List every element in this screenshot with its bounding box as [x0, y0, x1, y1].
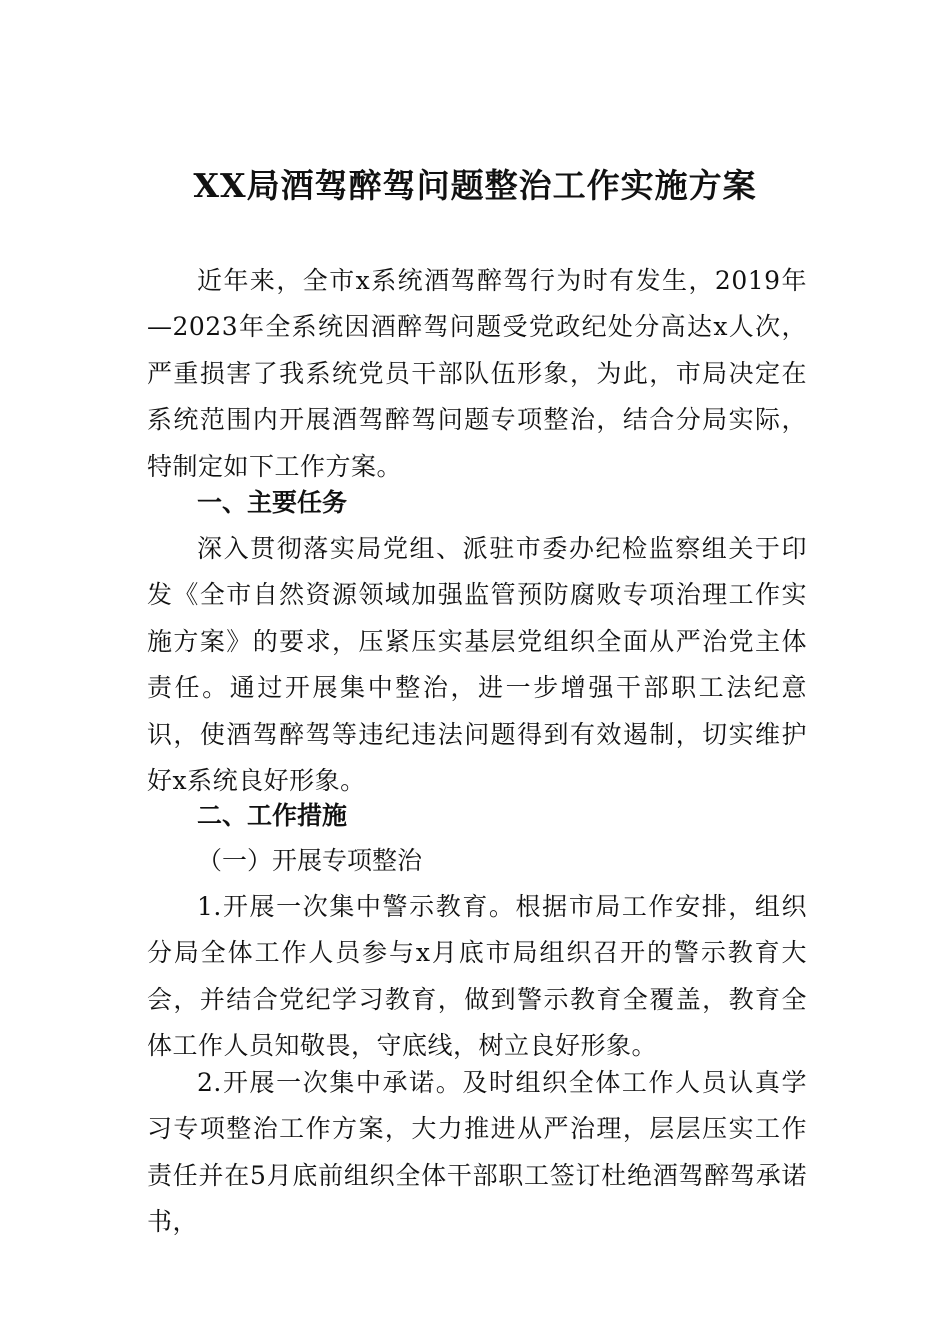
- item-collective-pledge: 2.开展一次集中承诺。及时组织全体工作人员认真学习专项整治工作方案，大力推进从严治理，层层压实工作责任并在5月底前组织全体干部职工签订杜绝酒驾醉驾承诺书，: [147, 1068, 807, 1237]
- section-heading-measures: 二、工作措施: [197, 801, 348, 830]
- main-tasks-paragraph: 深入贯彻落实局党组、派驻市委办纪检监察组关于印发《全市自然资源领域加强监管预防腐败专项治理工作实施方案》的要求，压紧压实基层党组织全面从严治党主体责任。通过开展集中整治，进一步增强干部职工法纪意识，使酒驾醉驾等违纪违法问题得到有效遏制，切实维护好x系统良好形象。: [147, 534, 807, 796]
- section-heading-main-tasks: 一、主要任务: [197, 488, 348, 517]
- intro-paragraph: 近年来，全市x系统酒驾醉驾行为时有发生，2019年—2023年全系统因酒醉驾问题受党政纪处分高达x人次，严重损害了我系统党员干部队伍形象，为此，市局决定在系统范围内开展酒驾醉驾问题专项整治，结合分局实际，特制定如下工作方案。: [147, 266, 807, 481]
- document-title: XX局酒驾醉驾问题整治工作实施方案: [193, 166, 757, 205]
- item-warning-education: 1.开展一次集中警示教育。根据市局工作安排，组织分局全体工作人员参与x月底市局组织召开的警示教育大会，并结合党纪学习教育，做到警示教育全覆盖，教育全体工作人员知敬畏，守底线，树立良好形象。: [147, 892, 807, 1061]
- subsection-heading-special-rectification: （一）开展专项整治: [197, 846, 423, 875]
